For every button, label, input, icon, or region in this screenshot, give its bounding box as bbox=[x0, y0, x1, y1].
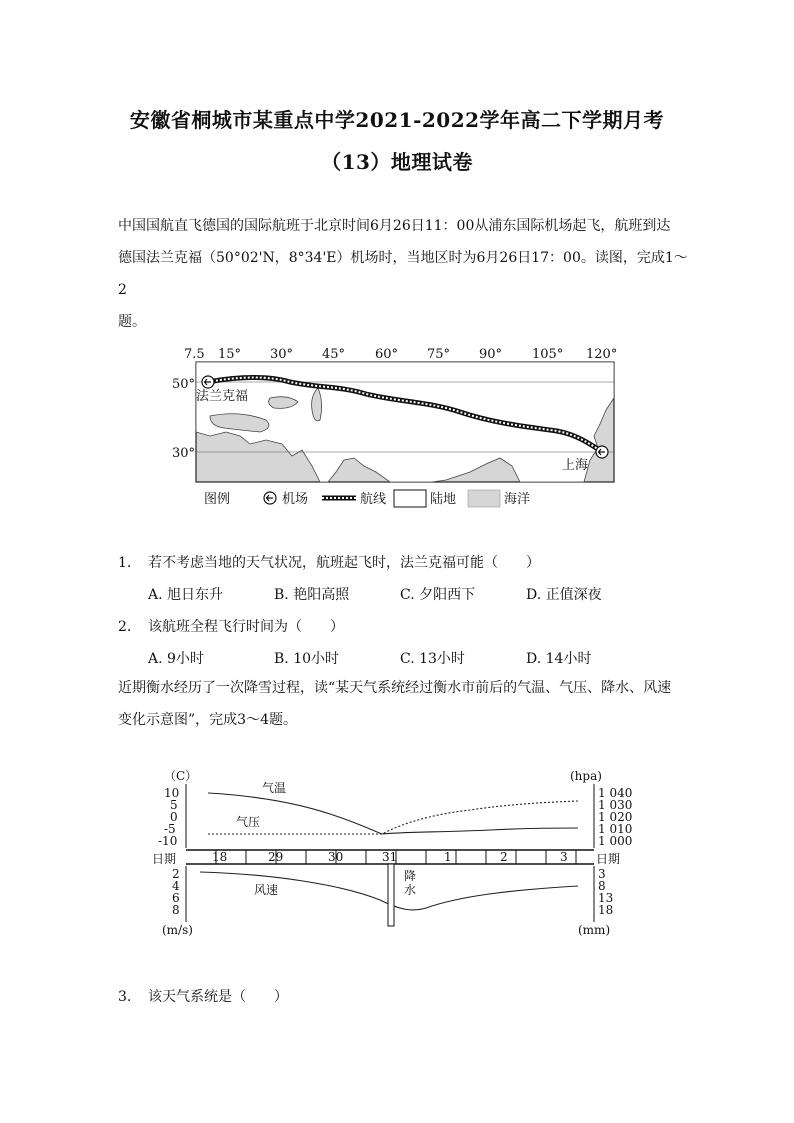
question-1 bbox=[118, 552, 540, 572]
question-number: 1. bbox=[118, 555, 132, 571]
lon-label: 120° bbox=[586, 347, 618, 362]
option-d: D. 14小时 bbox=[526, 651, 592, 667]
airport-shanghai-icon bbox=[596, 446, 608, 458]
temp-tick: -10 bbox=[158, 834, 178, 848]
lon-label: 105° bbox=[532, 347, 564, 362]
label-temperature: 气温 bbox=[262, 781, 287, 795]
pressure-unit: (hpa) bbox=[570, 769, 602, 783]
lon-label: 7.5 bbox=[184, 347, 205, 362]
question-2 bbox=[118, 616, 344, 636]
pressure-tick: 1 000 bbox=[598, 834, 633, 848]
intro1-line: 中国国航直飞德国的国际航班于北京时间6月26日11：00从浦东国际机场起飞，航班到达 bbox=[118, 218, 671, 234]
option-c: C. 13小时 bbox=[400, 651, 465, 667]
city-frankfurt: 法兰克福 bbox=[196, 389, 249, 404]
temp-tick: -5 bbox=[164, 822, 176, 836]
question-number: 2. bbox=[118, 619, 132, 635]
intro1-line: 德国法兰克福（50°02'N，8°34'E）机场时，当地区时为6月26日17：00。读图，完成1～2 bbox=[118, 250, 688, 298]
question-text: 该天气系统是（ ） bbox=[148, 989, 288, 1005]
legend-airport: 机场 bbox=[282, 492, 309, 507]
wind-tick: 8 bbox=[172, 903, 180, 917]
pressure-tick: 1 030 bbox=[598, 798, 633, 812]
option-d: D. 正值深夜 bbox=[526, 587, 602, 603]
page-title-line2: （13）地理试卷 bbox=[321, 150, 473, 174]
option-a: A. 旭日东升 bbox=[148, 587, 224, 603]
pressure-tick: 1 040 bbox=[598, 786, 633, 800]
intro2-line: 变化示意图”，完成3～4题。 bbox=[118, 712, 297, 728]
question-text: 若不考虑当地的天气状况，航班起飞时，法兰克福可能（ ） bbox=[148, 555, 540, 571]
date-tick: 31 bbox=[382, 850, 398, 864]
lon-label: 60° bbox=[375, 347, 399, 362]
precip-unit: (mm) bbox=[578, 923, 611, 937]
temp-tick: 10 bbox=[164, 786, 180, 800]
wind-tick: 4 bbox=[172, 879, 180, 893]
date-tick: 1 bbox=[444, 850, 452, 864]
wind-tick: 6 bbox=[172, 891, 180, 905]
date-label-right: 日期 bbox=[596, 852, 621, 866]
legend-land-swatch bbox=[394, 490, 426, 507]
intro-paragraph-1 bbox=[118, 210, 688, 338]
intro-paragraph-2 bbox=[118, 672, 688, 736]
question-text: 该航班全程飞行时间为（ ） bbox=[148, 619, 344, 635]
pressure-tick: 1 020 bbox=[598, 810, 633, 824]
lon-label: 30° bbox=[270, 347, 294, 362]
page-title-line1: 安徽省桐城市某重点中学2021-2022学年高二下学期月考 bbox=[129, 108, 665, 132]
legend-title: 图例 bbox=[204, 492, 231, 507]
flight-route-map bbox=[170, 340, 630, 515]
date-tick: 2 bbox=[500, 850, 508, 864]
city-shanghai: 上海 bbox=[562, 458, 589, 473]
legend-route: 航线 bbox=[360, 492, 387, 507]
temp-unit: （C） bbox=[164, 769, 198, 783]
option-a: A. 9小时 bbox=[148, 651, 204, 667]
option-b: B. 艳阳高照 bbox=[274, 587, 350, 603]
intro1-line: 题。 bbox=[118, 314, 146, 330]
legend-land: 陆地 bbox=[430, 492, 457, 507]
option-b: B. 10小时 bbox=[274, 651, 340, 667]
label-precip-2: 水 bbox=[404, 883, 417, 897]
legend-ocean: 海洋 bbox=[504, 492, 531, 507]
temp-tick: 0 bbox=[170, 810, 178, 824]
legend-airport-icon bbox=[264, 492, 276, 504]
label-wind: 风速 bbox=[254, 883, 279, 897]
lon-label: 15° bbox=[218, 347, 242, 362]
intro2-line: 近期衡水经历了一次降雪过程，读“某天气系统经过衡水市前后的气温、气压、降水、风速 bbox=[118, 680, 672, 696]
date-tick: 3 bbox=[560, 850, 568, 864]
legend-ocean-swatch bbox=[468, 490, 500, 507]
question-number: 3. bbox=[118, 989, 132, 1005]
date-tick: 29 bbox=[268, 850, 284, 864]
precip-tick: 18 bbox=[598, 903, 614, 917]
precip-bar bbox=[388, 864, 394, 926]
question-3 bbox=[118, 986, 288, 1006]
weather-system-chart bbox=[150, 762, 670, 942]
label-pressure: 气压 bbox=[236, 815, 261, 829]
lon-label: 90° bbox=[479, 347, 503, 362]
wind-unit: (m/s) bbox=[162, 923, 193, 937]
wind-tick: 2 bbox=[172, 867, 180, 881]
precip-tick: 13 bbox=[598, 891, 614, 905]
lon-label: 45° bbox=[322, 347, 346, 362]
lat-label: 50° bbox=[172, 377, 196, 392]
date-tick: 18 bbox=[212, 850, 228, 864]
temp-tick: 5 bbox=[170, 798, 178, 812]
pressure-tick: 1 010 bbox=[598, 822, 633, 836]
label-precip-1: 降 bbox=[404, 869, 417, 883]
temperature-curve bbox=[208, 793, 578, 834]
option-c: C. 夕阳西下 bbox=[400, 587, 476, 603]
lat-label: 30° bbox=[172, 446, 196, 461]
precip-tick: 8 bbox=[598, 879, 606, 893]
airport-frankfurt-icon bbox=[202, 376, 214, 388]
precip-tick: 3 bbox=[598, 867, 606, 881]
date-tick: 30 bbox=[328, 850, 344, 864]
date-label-left: 日期 bbox=[152, 852, 177, 866]
lon-label: 75° bbox=[427, 347, 451, 362]
